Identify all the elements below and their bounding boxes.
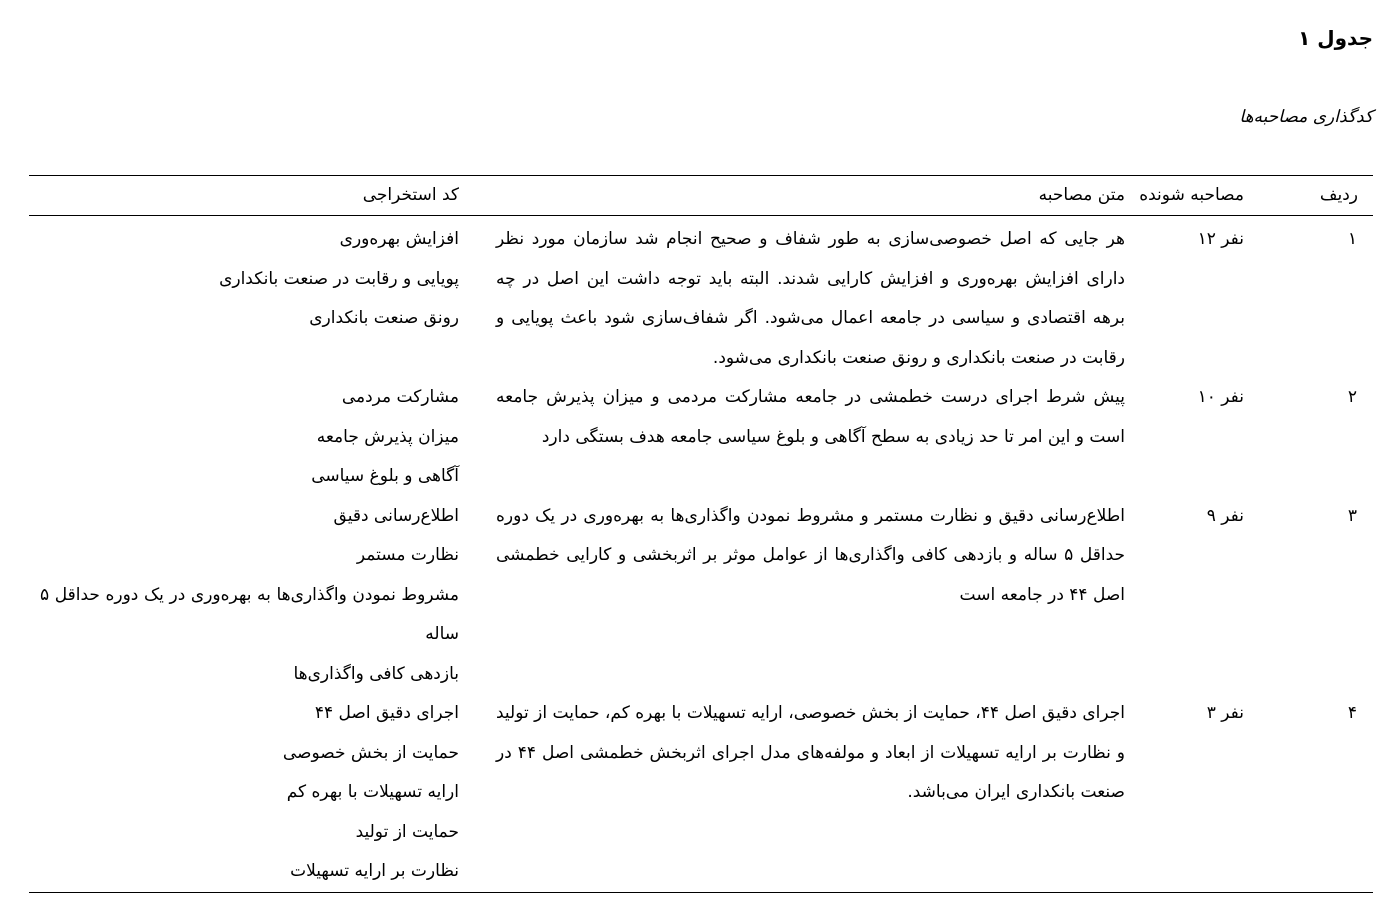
table-row bbox=[29, 694, 1373, 893]
table-caption: کدگذاری مصاحبه‌ها bbox=[1239, 107, 1373, 127]
cell-interviewee: نفر ۹ bbox=[1206, 505, 1244, 526]
code-item: اجرای دقیق اصل ۴۴ bbox=[314, 703, 459, 723]
code-item: نظارت بر ارایه تسهیلات bbox=[290, 861, 459, 881]
cell-interview-text: پیش شرط اجرای درست خطمشی در جامعه مشارکت مردمی و میزان پذیرش جامعه است و این امر تا حد زیادی به سطح آگاهی و بلوغ سیاسی جامعه هدف بستگی دارد bbox=[496, 387, 1125, 447]
cell-extracted-codes bbox=[29, 694, 474, 893]
cell-interview-text: اجرای دقیق اصل ۴۴، حمایت از بخش خصوصی، ارایه تسهیلات با بهره کم، حمایت از تولید و نظارت بر ارایه تسهیلات از ابعاد و مولفه‌های مدل اجرای اثربخش خطمشی اصل ۴۴ در صنعت بانکداری ایران می‌باشد. bbox=[496, 703, 1126, 802]
code-item: آگاهی و بلوغ سیاسی bbox=[311, 466, 459, 486]
table-title: جدول ۱ bbox=[1298, 26, 1373, 50]
code-item: مشروط نمودن واگذاری‌ها به بهره‌وری در یک دوره حداقل ۵ ساله bbox=[40, 584, 459, 644]
cell-extracted-codes bbox=[29, 378, 474, 497]
code-item: حمایت از بخش خصوصی bbox=[282, 742, 459, 763]
cell-extracted-codes bbox=[29, 216, 474, 379]
header-interviewee: مصاحبه شونده bbox=[1139, 185, 1244, 205]
header-interview-text: متن مصاحبه bbox=[1038, 185, 1125, 205]
table-row bbox=[29, 216, 1373, 379]
interview-coding-table bbox=[29, 175, 1373, 893]
table-row bbox=[29, 497, 1373, 695]
table-header bbox=[29, 176, 1373, 216]
cell-extracted-codes bbox=[29, 497, 474, 695]
code-item: حمایت از تولید bbox=[355, 821, 459, 842]
cell-interviewee: نفر ۱۰ bbox=[1197, 387, 1244, 407]
cell-row-number: ۳ bbox=[1347, 505, 1357, 526]
cell-interview-text: اطلاع‌رسانی دقیق و نظارت مستمر و مشروط نمودن واگذاری‌ها به بهره‌وری در یک دوره حداقل ۵ ساله و بازدهی کافی واگذاری‌ها از عوامل موثر بر اثربخشی و کارایی خطمشی اصل ۴۴ در جامعه است bbox=[496, 505, 1126, 605]
cell-interviewee: نفر ۱۲ bbox=[1197, 229, 1244, 249]
code-item: مشارکت مردمی bbox=[341, 387, 459, 407]
table-row bbox=[29, 378, 1373, 497]
header-row-number: ردیف bbox=[1319, 185, 1358, 205]
cell-row-number: ۲ bbox=[1347, 387, 1357, 407]
cell-row-number: ۱ bbox=[1347, 229, 1357, 249]
code-item: میزان پذیرش جامعه bbox=[316, 426, 459, 447]
cell-interview-text: هر جایی که اصل خصوصی‌سازی به طور شفاف و صحیح انجام شد سازمان مورد نظر دارای افزایش بهره‌وری و افزایش کارایی شدند. البته باید توجه داشت این اصل در چه برهه اقتصادی و سیاسی در جامعه اعمال می‌شود. اگر شفاف‌سازی شود باعث پویایی و رقابت در صنعت بانکداری و رونق صنعت بانکداری می‌شود. bbox=[496, 229, 1125, 368]
code-item: پویایی و رقابت در صنعت بانکداری bbox=[219, 268, 459, 289]
cell-interviewee: نفر ۳ bbox=[1206, 703, 1244, 723]
header-extracted-code: کد استخراجی bbox=[362, 185, 459, 205]
header-row bbox=[29, 176, 1373, 216]
cell-row-number: ۴ bbox=[1347, 703, 1357, 723]
table-body bbox=[29, 216, 1373, 893]
code-item: رونق صنعت بانکداری bbox=[309, 308, 459, 328]
code-item: افزایش بهره‌وری bbox=[339, 229, 459, 249]
code-item: اطلاع‌رسانی دقیق bbox=[333, 505, 459, 526]
code-item: بازدهی کافی واگذاری‌ها bbox=[293, 663, 459, 684]
code-item: نظارت مستمر bbox=[356, 545, 459, 565]
code-item: ارایه تسهیلات با بهره کم bbox=[286, 782, 459, 802]
